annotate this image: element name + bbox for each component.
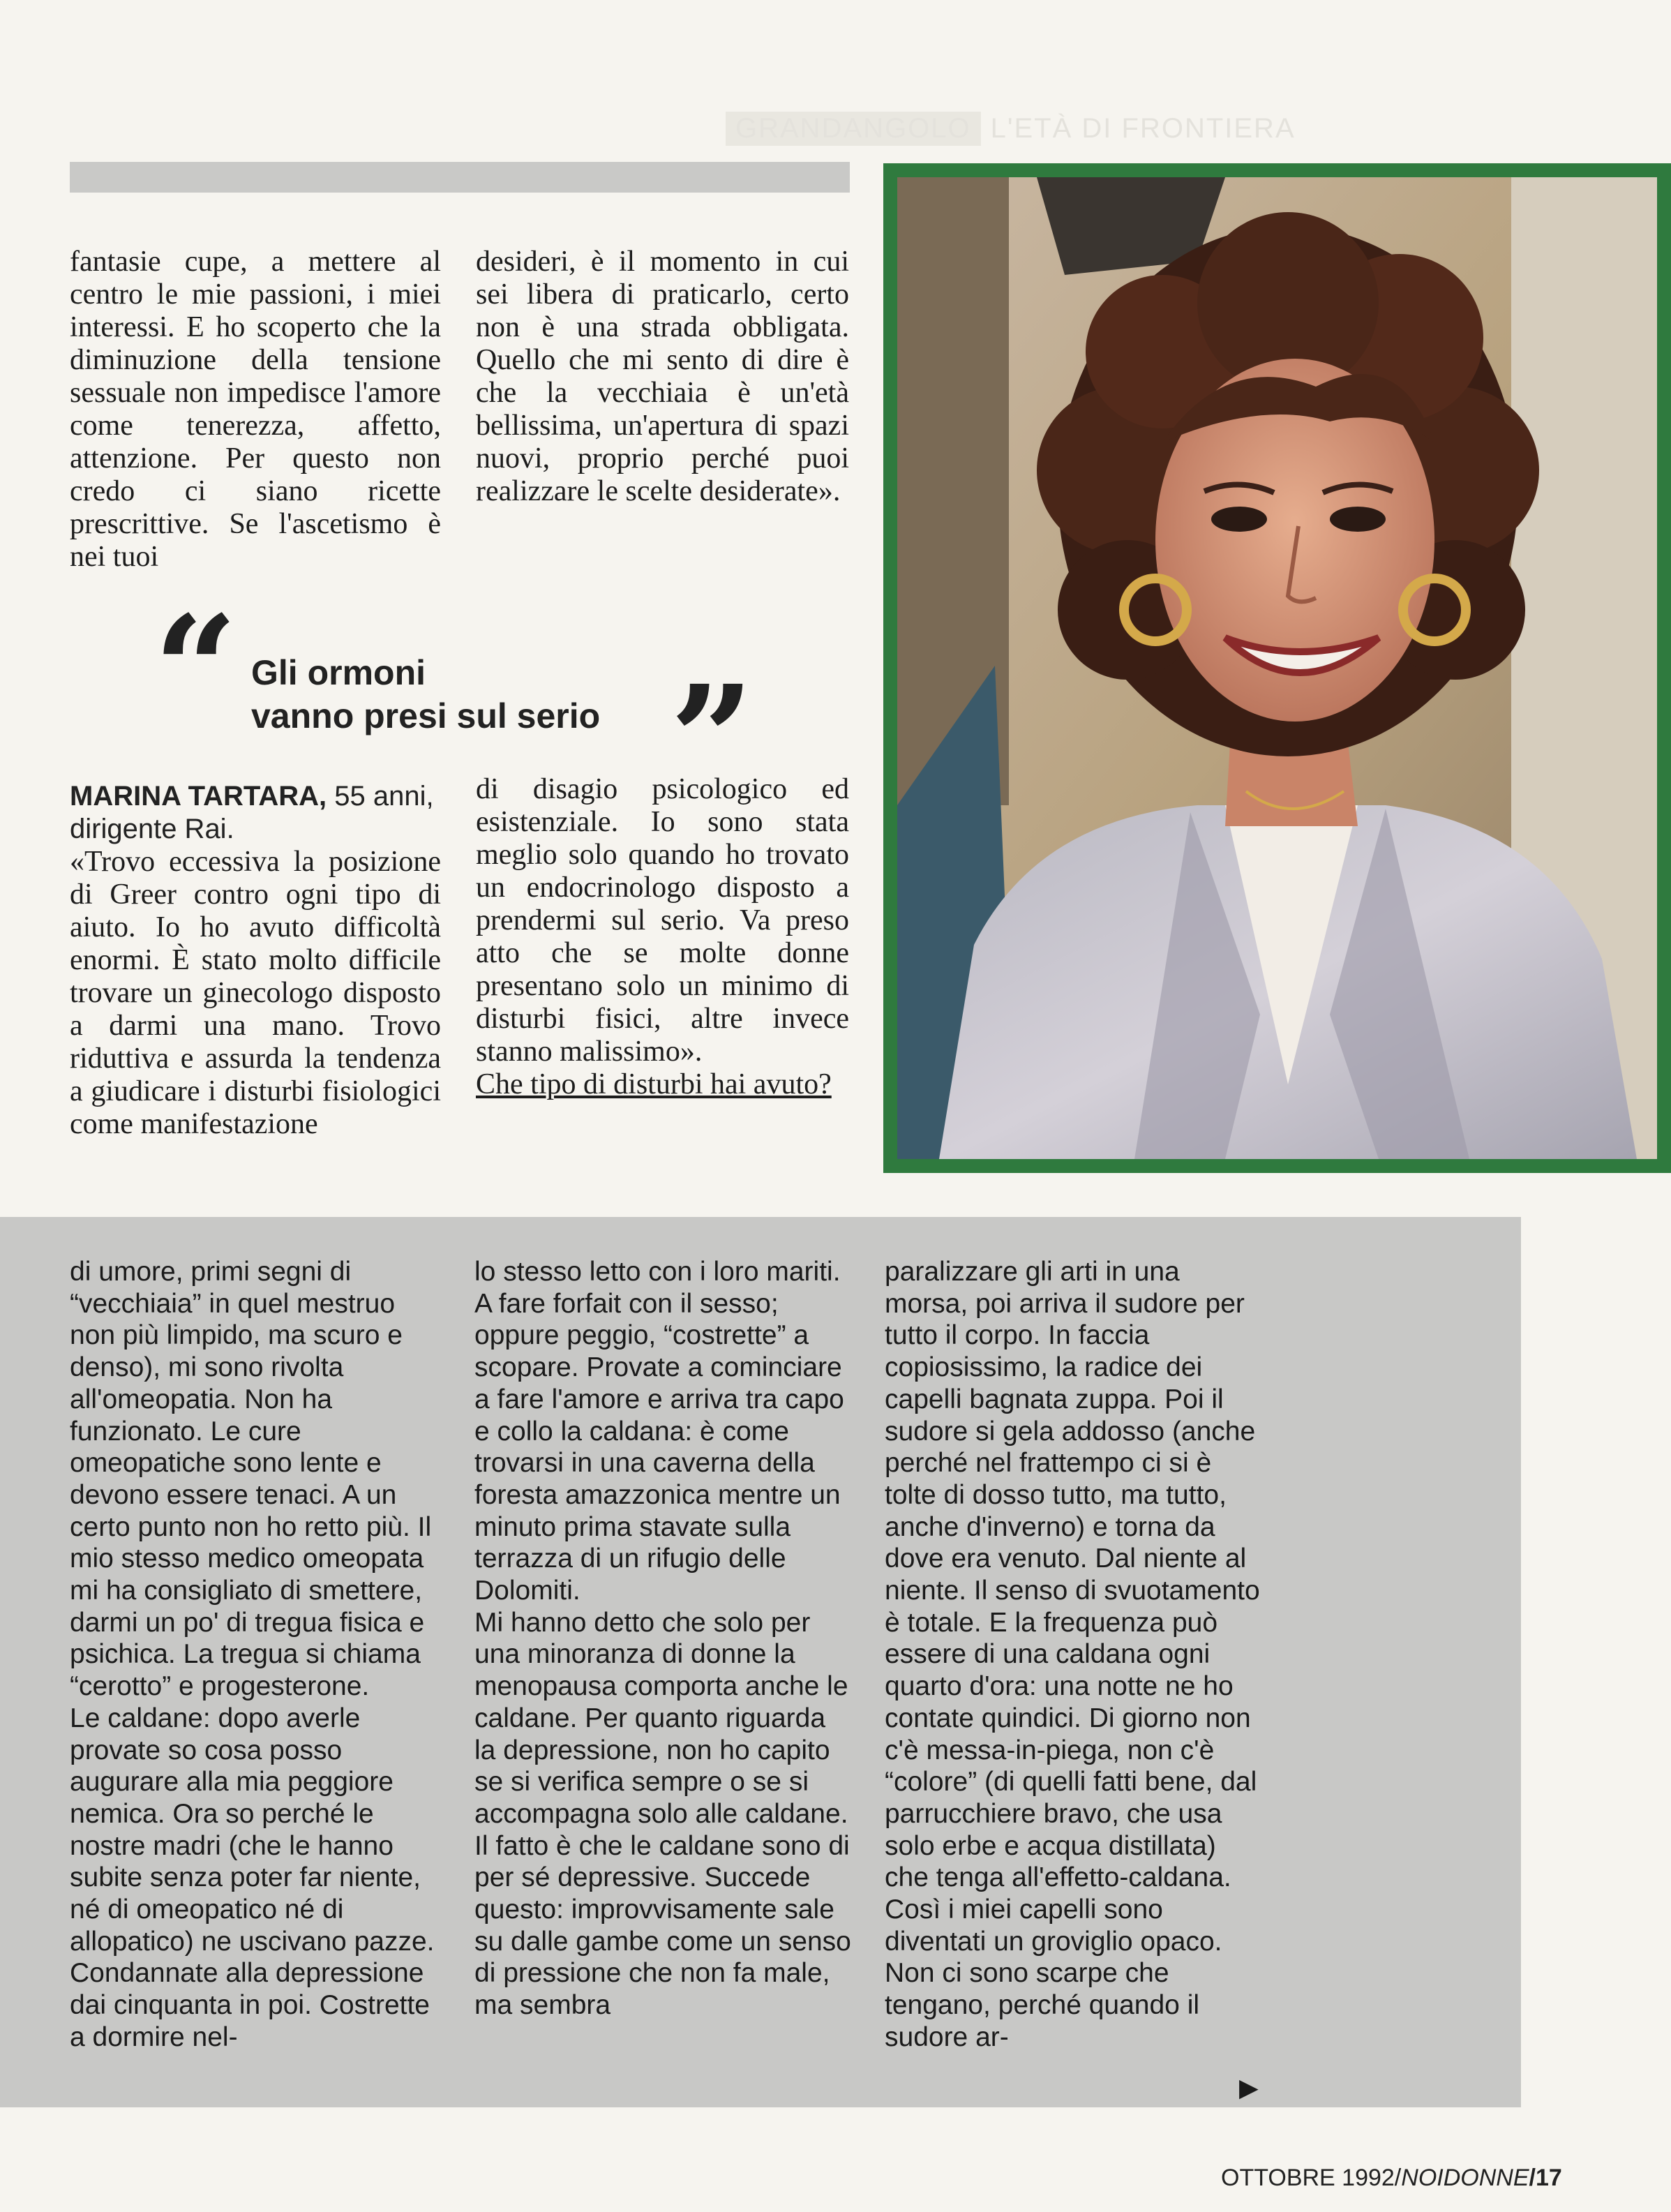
triangle-right-icon: ▶ <box>1239 2074 1259 2102</box>
interview-question: Che tipo di disturbi hai avuto? <box>476 1068 832 1100</box>
running-header <box>726 112 1296 147</box>
paragraph: fantasie cupe, a mettere al centro le mie passioni, i miei interessi. E ho scoperto che la diminuzione della tensione sessuale non impedisce l'amore come tenerezza, affetto, attenzione. Per questo non credo ci siano ricette prescrittive. Se l'ascetismo è nei tuoi <box>70 246 441 573</box>
paragraph: desideri, è il momento in cui sei libera di praticarlo, certo non è una strada obbligata. Quello che mi sento di dire è che la vecchiaia è un'età bellissima, un'apertura di spazi nuovi, proprio perché puoi realizzare le scelte desiderate». <box>476 246 849 507</box>
article-column-1 <box>70 246 441 574</box>
paragraph: Mi hanno detto che solo per una minoranza di donne la menopausa comporta anche le caldane. Per quanto riguarda la depressione, non ho capito se si verifica sempre o se si accompagna solo alle caldane. Il fatto è che le caldane sono di per sé depressive. Succede questo: improvvisamente sale su dalle gambe come un senso di pressione che non fa male, ma sembra <box>474 1607 851 2021</box>
lower-column-1 <box>70 1256 447 2054</box>
close-quote-mark: ” <box>670 653 754 825</box>
paragraph: Le caldane: dopo averle provate so cosa posso augurare alla mia peggiore nemica. Ora so perché le nostre madri (che le hanno subite senza poter far niente, né di omeopatico né di allopatico) ne uscivano pazze. Condannate alla depressione dai cinquanta in poi. Costrette a dormire nel- <box>70 1703 435 2052</box>
section-tag: GRANDANGOLO <box>726 112 981 146</box>
footer-date: OTTOBRE 1992/ <box>1221 2165 1402 2191</box>
interviewee-age: 55 anni, <box>334 781 434 812</box>
pull-quote-line-2: vanno presi sul serio <box>251 696 601 735</box>
portrait-woman-image <box>897 177 1657 1159</box>
decorative-gray-bar <box>70 162 850 193</box>
section-title: L'ETÀ DI FRONTIERA <box>990 113 1296 144</box>
open-quote-mark: “ <box>153 583 238 756</box>
interviewee-role: dirigente Rai. <box>70 814 234 844</box>
lower-column-3 <box>885 1256 1261 2054</box>
paragraph: di disagio psicologico ed esistenziale. Io sono stata meglio solo quando ho trovato un endocrinologo disposto a prendermi sul serio. Va preso atto che se molte donne presentano solo un minimo di disturbi fisici, altre invece stanno malissimo». <box>476 773 849 1068</box>
page-footer <box>1221 2165 1612 2192</box>
interview-column-2 <box>476 773 849 1101</box>
interview-column-1 <box>70 780 441 1141</box>
interviewee-name: MARINA TARTARA, <box>70 781 327 812</box>
pull-quote-line-1: Gli ormoni <box>251 653 426 692</box>
paragraph: lo stesso letto con i loro mariti. A fare forfait con il sesso; oppure peggio, “costrette” a scopare. Provate a cominciare a fare l'amore e arriva tra capo e collo la caldana: è come trovarsi in una caverna della foresta amazzonica mentre un minuto prima stavate sulla terrazza di un rifugio delle Dolomiti. <box>474 1257 844 1606</box>
portrait-photo <box>883 163 1671 1173</box>
article-column-2 <box>476 246 849 508</box>
footer-page-number: /17 <box>1529 2165 1562 2191</box>
paragraph: «Trovo eccessiva la posizione di Greer contro ogni tipo di aiuto. Io ho avuto difficoltà enormi. È stato molto difficile trovare un ginecologo disposto a darmi una mano. Trovo riduttiva e assurda la tendenza a giudicare i disturbi fisiologici come manifestazione <box>70 846 441 1140</box>
byline <box>70 780 441 846</box>
paragraph: paralizzare gli arti in una morsa, poi arriva il sudore per tutto il corpo. In faccia copiosissimo, la radice dei capelli bagnata zuppa. Poi il sudore si gela addosso (anche perché nel frattempo ci si è tolte di dosso tutto, ma tutto, anche d'inverno) e torna da dove era venuto. Dal niente al niente. Il senso di svuotamento è totale. E la frequenza può essere di una caldana ogni quarto d'ora: una notte ne ho contate quindici. Di giorno non c'è messa-in-piega, non c'è “colore” (di quelli fatti bene, dal parrucchiere bravo, che usa solo erbe e acqua distillata) che tenga all'effetto-caldana. Così i miei capelli sono diventati un groviglio opaco. Non ci sono scarpe che tengano, perché quando il sudore ar- <box>885 1257 1260 2052</box>
footer-magazine: NOIDONNE <box>1401 2165 1529 2191</box>
lower-column-2 <box>474 1256 851 2022</box>
paragraph: di umore, primi segni di “vecchiaia” in quel mestruo non più limpido, ma scuro e denso), mi sono rivolta all'omeopatia. Non ha funzionato. Le cure omeopatiche sono lente e devono essere tenaci. A un certo punto non ho retto più. Il mio stesso medico omeopata mi ha consigliato di smettere, darmi un po' di tregua fisica e psichica. La tregua si chiama “cerotto” e progesterone. <box>70 1257 432 1702</box>
